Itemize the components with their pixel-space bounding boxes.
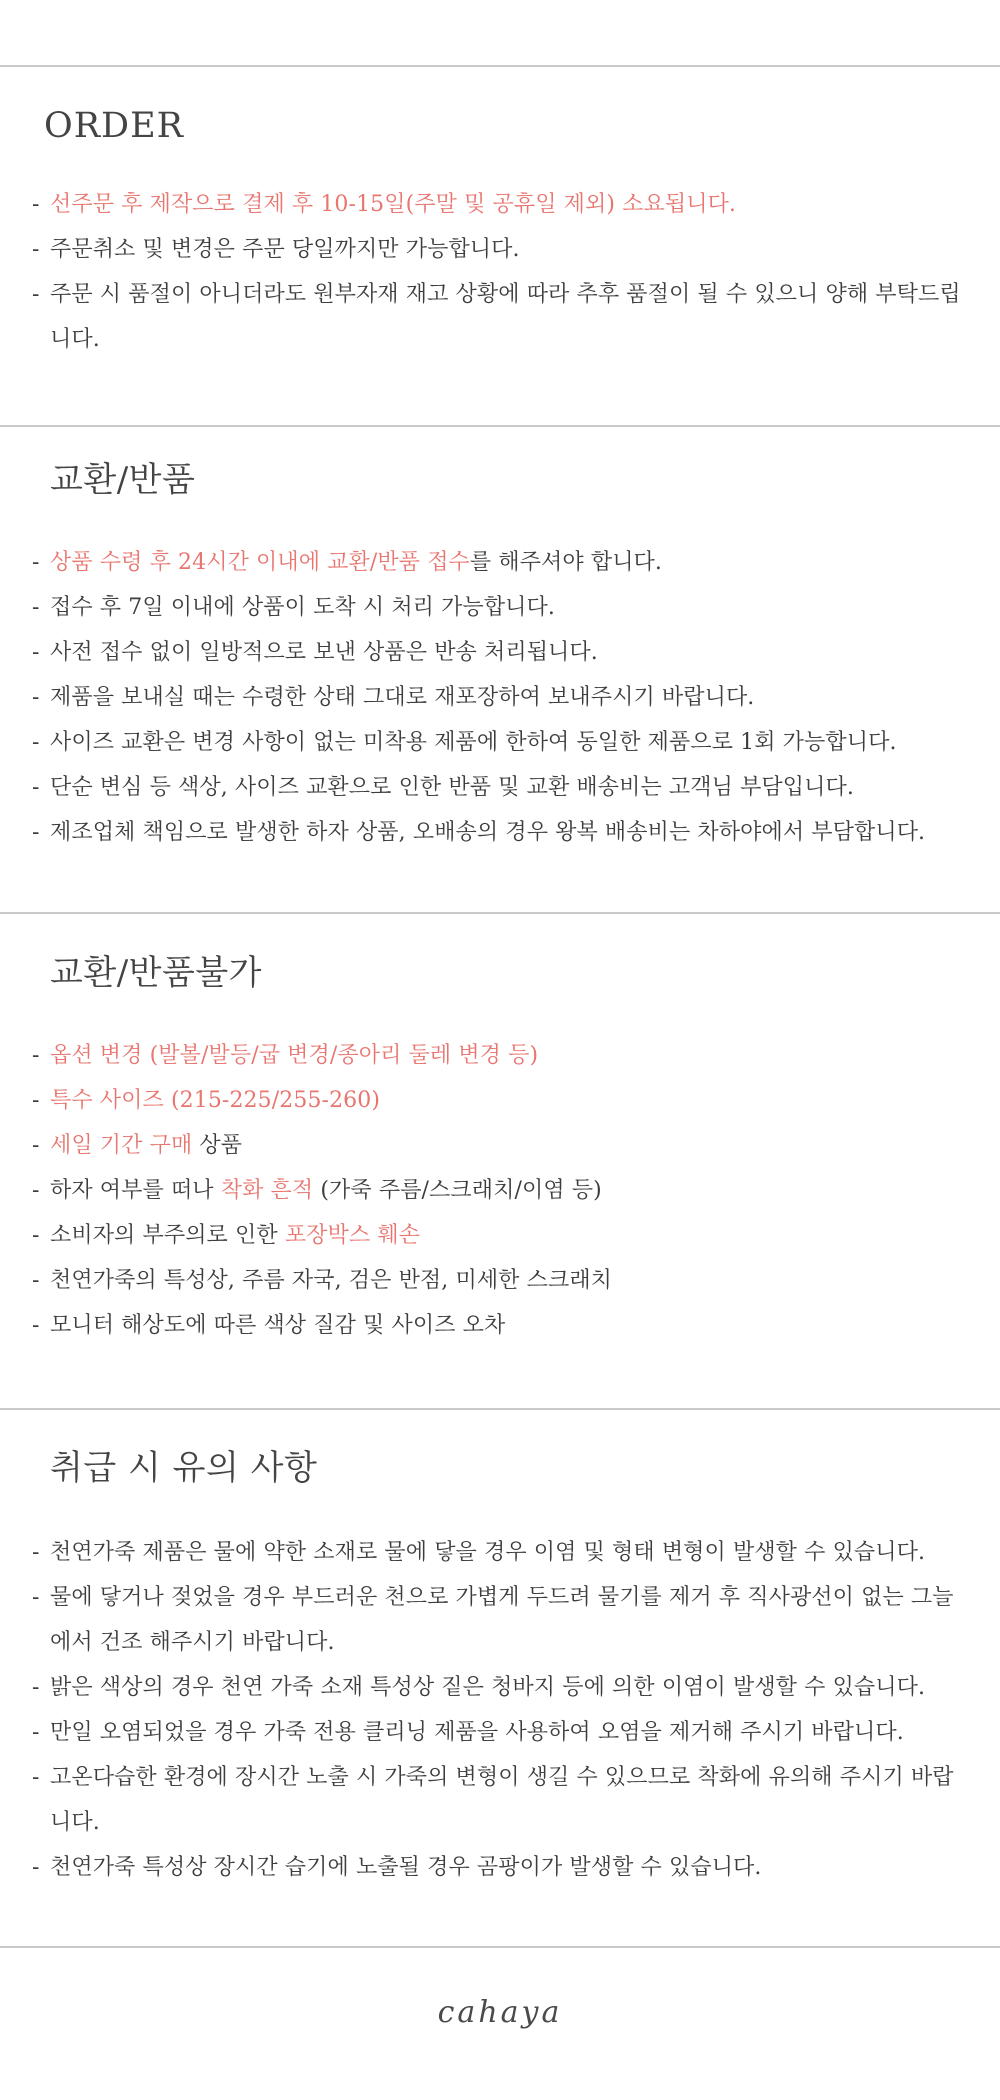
bullet-dash: -	[32, 1720, 40, 1745]
list-item	[0, 1303, 1000, 1348]
highlighted-text: 착화 흔적	[220, 1178, 314, 1203]
item-text: 밝은 색상의 경우 천연 가죽 소재 특성상 짙은 청바지 등에 의한 이염이 발생할 수 있습니다.	[50, 1675, 926, 1700]
item-text: 접수 후 7일 이내에 상품이 도착 시 처리 가능합니다.	[50, 595, 555, 620]
item-text: 고온다습한 환경에 장시간 노출 시 가죽의 변형이 생길 수 있으므로 착화에 유의해 주시기 바랍니다.	[50, 1765, 954, 1835]
bullet-dash: -	[32, 640, 40, 665]
list-item	[0, 1213, 1000, 1258]
highlighted-text: 선주문 후 제작으로 결제 후 10-15일(주말 및 공휴일 제외) 소요됩니다.	[50, 192, 737, 217]
bullet-dash: -	[32, 192, 40, 217]
divider-footer	[0, 1946, 1000, 1948]
item-text: 를 해주셔야 합니다.	[469, 550, 663, 575]
list-item	[0, 1575, 1000, 1665]
exchange-title: 교환/반품	[50, 460, 196, 500]
item-text: 사이즈 교환은 변경 사항이 없는 미착용 제품에 한하여 동일한 제품으로 1회 가능합니다.	[50, 730, 897, 755]
no-exchange-list	[0, 1033, 1000, 1348]
item-text: 천연가죽 특성상 장시간 습기에 노출될 경우 곰팡이가 발생할 수 있습니다.	[50, 1855, 762, 1880]
item-text: 물에 닿거나 젖었을 경우 부드러운 천으로 가볍게 두드려 물기를 제거 후 직사광선이 없는 그늘에서 건조 해주시기 바랍니다.	[50, 1585, 954, 1655]
bullet-dash: -	[32, 1178, 40, 1203]
highlighted-text: 세일 기간 구매	[50, 1133, 193, 1158]
bullet-dash: -	[32, 1133, 40, 1158]
exchange-list	[0, 540, 1000, 855]
list-item	[0, 630, 1000, 675]
care-title: 취급 시 유의 사항	[50, 1448, 318, 1488]
list-item	[0, 675, 1000, 720]
bullet-dash: -	[32, 1043, 40, 1068]
list-item	[0, 1033, 1000, 1078]
list-item	[0, 1755, 1000, 1845]
bullet-dash: -	[32, 1088, 40, 1113]
list-item	[0, 182, 1000, 227]
divider-exchange	[0, 425, 1000, 427]
item-text: 천연가죽의 특성상, 주름 자국, 검은 반점, 미세한 스크래치	[50, 1268, 613, 1293]
item-text: 제조업체 책임으로 발생한 하자 상품, 오배송의 경우 왕복 배송비는 차하야에서 부담합니다.	[50, 820, 926, 845]
item-text: 주문취소 및 변경은 주문 당일까지만 가능합니다.	[50, 237, 520, 262]
bullet-dash: -	[32, 237, 40, 262]
highlighted-text: 특수 사이즈 (215-225/255-260)	[50, 1088, 381, 1113]
item-text: 제품을 보내실 때는 수령한 상태 그대로 재포장하여 보내주시기 바랍니다.	[50, 685, 755, 710]
no-exchange-title: 교환/반품불가	[50, 953, 263, 993]
list-item	[0, 1123, 1000, 1168]
item-text: 모니터 해상도에 따른 색상 질감 및 사이즈 오차	[50, 1313, 506, 1338]
list-item	[0, 1530, 1000, 1575]
list-item	[0, 1078, 1000, 1123]
bullet-dash: -	[32, 1540, 40, 1565]
item-text: 천연가죽 제품은 물에 약한 소재로 물에 닿을 경우 이염 및 형태 변형이 발생할 수 있습니다.	[50, 1540, 926, 1565]
divider-no-exchange	[0, 912, 1000, 914]
bullet-dash: -	[32, 1855, 40, 1880]
no-exchange-section	[0, 953, 1000, 1348]
bullet-dash: -	[32, 550, 40, 575]
list-item	[0, 227, 1000, 272]
order-list	[0, 182, 1000, 362]
bullet-dash: -	[32, 775, 40, 800]
list-item	[0, 810, 1000, 855]
divider-care	[0, 1408, 1000, 1410]
list-item	[0, 1710, 1000, 1755]
list-item	[0, 720, 1000, 765]
order-title: ORDER	[44, 106, 185, 146]
list-item	[0, 1168, 1000, 1213]
list-item	[0, 1258, 1000, 1303]
item-text: 소비자의 부주의로 인한	[50, 1223, 285, 1248]
item-text: 주문 시 품절이 아니더라도 원부자재 재고 상황에 따라 추후 품절이 될 수 있으니 양해 부탁드립니다.	[50, 282, 961, 352]
bullet-dash: -	[32, 1765, 40, 1790]
list-item	[0, 272, 1000, 362]
list-item	[0, 765, 1000, 810]
bullet-dash: -	[32, 595, 40, 620]
highlighted-text: 옵션 변경 (발볼/발등/굽 변경/종아리 둘레 변경 등)	[50, 1043, 539, 1068]
bullet-dash: -	[32, 1313, 40, 1338]
item-text: 사전 접수 없이 일방적으로 보낸 상품은 반송 처리됩니다.	[50, 640, 598, 665]
bullet-dash: -	[32, 1675, 40, 1700]
bullet-dash: -	[32, 1585, 40, 1610]
exchange-section	[0, 460, 1000, 855]
item-text: 하자 여부를 떠나	[50, 1178, 221, 1203]
bullet-dash: -	[32, 1268, 40, 1293]
item-text: (가죽 주름/스크래치/이염 등)	[313, 1178, 602, 1203]
bullet-dash: -	[32, 1223, 40, 1248]
item-text: 단순 변심 등 색상, 사이즈 교환으로 인한 반품 및 교환 배송비는 고객님 부담입니다.	[50, 775, 854, 800]
cahaya-logo: cahaya	[437, 1995, 563, 2030]
care-section	[0, 1448, 1000, 1890]
divider-top	[0, 65, 1000, 67]
bullet-dash: -	[32, 730, 40, 755]
care-list	[0, 1530, 1000, 1890]
list-item	[0, 1665, 1000, 1710]
order-section	[0, 106, 1000, 362]
bullet-dash: -	[32, 282, 40, 307]
highlighted-text: 포장박스 훼손	[284, 1223, 421, 1248]
list-item	[0, 585, 1000, 630]
highlighted-text: 상품 수령 후 24시간 이내에 교환/반품 접수	[50, 550, 470, 575]
bullet-dash: -	[32, 820, 40, 845]
list-item	[0, 540, 1000, 585]
list-item	[0, 1845, 1000, 1890]
item-text: 만일 오염되었을 경우 가죽 전용 클리닝 제품을 사용하여 오염을 제거해 주시기 바랍니다.	[50, 1720, 904, 1745]
bullet-dash: -	[32, 685, 40, 710]
item-text: 상품	[192, 1133, 243, 1158]
